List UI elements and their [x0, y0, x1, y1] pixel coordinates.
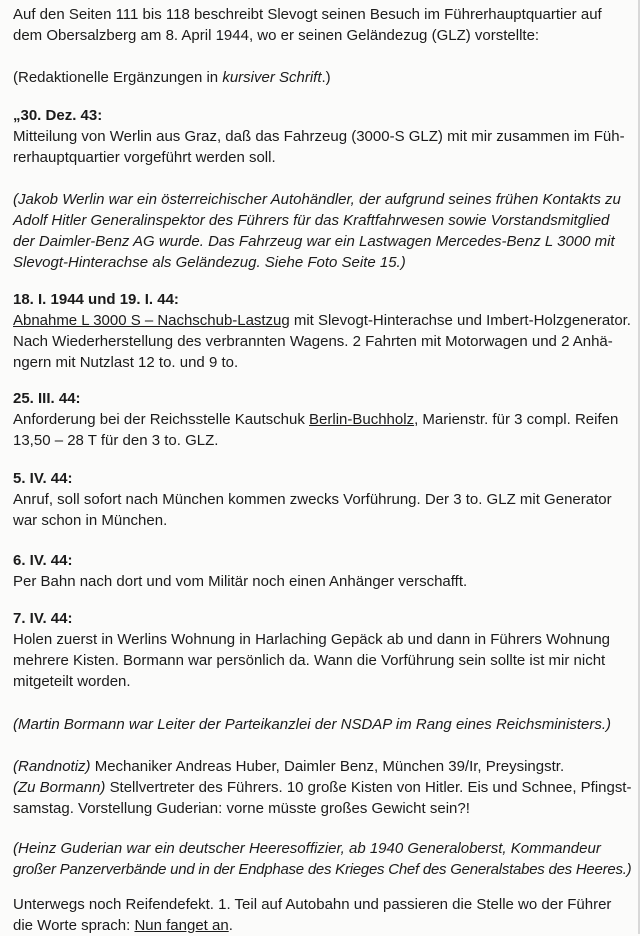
entry-25-iii-44 — [13, 388, 631, 451]
entry-text: Stellvertreter des Führers. 10 große Kisten von Hitler. Eis und Schnee, Pfingst- — [105, 779, 632, 796]
entry-30-dez-43 — [13, 105, 631, 168]
entry-line: mitgeteilt worden. — [13, 673, 131, 690]
commentary-line: (Martin Bormann war Leiter der Parteikanzlei der NSDAP im Rang eines Reichsministers.) — [13, 716, 611, 733]
entry-7-iv-44 — [13, 608, 631, 692]
intro-line-2: dem Obersalzberg am 8. April 1944, wo er seinen Geländezug (GLZ) vorstellte: — [13, 27, 540, 44]
underlined-text: Berlin-Buchholz — [309, 411, 415, 428]
margin-note-label: (Randnotiz) — [13, 758, 91, 775]
entry-line: ngern mit Nutzlast 12 to. und 9 to. — [13, 354, 239, 371]
commentary-line: Slevogt-Hinterachse als Geländezug. Siehe Foto Seite 15.) — [13, 254, 406, 271]
entry-line: rerhauptquartier vorgeführt werden soll. — [13, 149, 276, 166]
entry-line: Holen zuerst in Werlins Wohnung in Harlaching Gepäck ab und dann in Führers Wohnung — [13, 631, 611, 648]
entry-line: Unterwegs noch Reifendefekt. 1. Teil auf Autobahn und passieren die Stelle wo der Führer — [13, 896, 612, 913]
intro-line-1: Auf den Seiten 111 bis 118 beschreibt Slevogt seinen Besuch im Führerhauptquartier auf — [13, 6, 602, 23]
entry-date: 18. I. 1944 und 19. I. 44: — [13, 291, 179, 308]
entry-18-jan-1944 — [13, 289, 631, 373]
commentary-guderian — [13, 838, 631, 880]
entry-text: die Worte sprach: — [13, 917, 135, 934]
commentary-werlin — [13, 189, 631, 273]
entry-line: samstag. Vorstellung Guderian: vorne müsste großes Gewicht sein?! — [13, 800, 470, 817]
underlined-text: Abnahme L 3000 S – Nachschub-Lastzug — [13, 312, 290, 329]
entry-text: Anforderung bei der Reichsstelle Kautschuk — [13, 411, 310, 428]
entry-5-iv-44 — [13, 468, 631, 531]
entry-text: . — [228, 917, 233, 934]
commentary-line: (Jakob Werlin war ein österreichischer Autohändler, der aufgrund seines frühen Kontakts zu — [13, 191, 621, 208]
entry-line: 13,50 – 28 T für den 3 to. GLZ. — [13, 432, 219, 449]
commentary-bormann — [13, 714, 631, 735]
entry-line: Per Bahn nach dort und vom Militär noch einen Anhänger verschafft. — [13, 573, 468, 590]
entry-text: , Marienstr. für 3 compl. Reifen — [414, 411, 619, 428]
entry-text: mit Slevogt-Hinterachse und Imbert-Holzgenerator. — [289, 312, 631, 329]
note-post: .) — [321, 69, 331, 86]
entry-6-iv-44 — [13, 550, 631, 592]
note-italic: kursiver Schrift — [222, 69, 322, 86]
entry-date: 25. III. 44: — [13, 390, 81, 407]
editorial-note — [13, 67, 631, 88]
note-pre: (Redaktionelle Ergänzungen in — [13, 69, 223, 86]
final-paragraph — [13, 894, 631, 936]
entry-line: Anruf, soll sofort nach München kommen zwecks Vorführung. Der 3 to. GLZ mit Generator — [13, 491, 612, 508]
margin-note-block — [13, 756, 631, 819]
entry-line: mehrere Kisten. Bormann war persönlich da. Wann die Vorführung sein sollte ist mir nicht — [13, 652, 606, 669]
underlined-text: Nun fanget an — [134, 917, 229, 934]
entry-date: 7. IV. 44: — [13, 610, 73, 627]
intro-paragraph — [13, 4, 631, 46]
commentary-line: der Daimler-Benz AG wurde. Das Fahrzeug war ein Lastwagen Mercedes-Benz L 3000 mit — [13, 233, 615, 250]
entry-date: „30. Dez. 43: — [13, 107, 103, 124]
entry-text: Mechaniker Andreas Huber, Daimler Benz, München 39/Ir, Preysingstr. — [90, 758, 565, 775]
entry-line: Nach Wiederherstellung des verbrannten Wagens. 2 Fahrten mit Motorwagen und 2 Anhä- — [13, 333, 613, 350]
commentary-line: großer Panzerverbände und in der Endphase des Krieges Chef des Generalstabes des Heeres.) — [13, 861, 632, 878]
commentary-line: Adolf Hitler Generalinspektor des Führers für das Kraftfahrwesen sowie Vorstandsmitglied — [13, 212, 610, 229]
entry-date: 5. IV. 44: — [13, 470, 73, 487]
entry-date: 6. IV. 44: — [13, 552, 73, 569]
entry-line: war schon in München. — [13, 512, 168, 529]
bormann-note-label: (Zu Bormann) — [13, 779, 106, 796]
commentary-line: (Heinz Guderian war ein deutscher Heeresoffizier, ab 1940 Generaloberst, Kommandeur — [13, 840, 601, 857]
entry-line: Mitteilung von Werlin aus Graz, daß das Fahrzeug (3000-S GLZ) mit mir zusammen im Füh- — [13, 128, 625, 145]
